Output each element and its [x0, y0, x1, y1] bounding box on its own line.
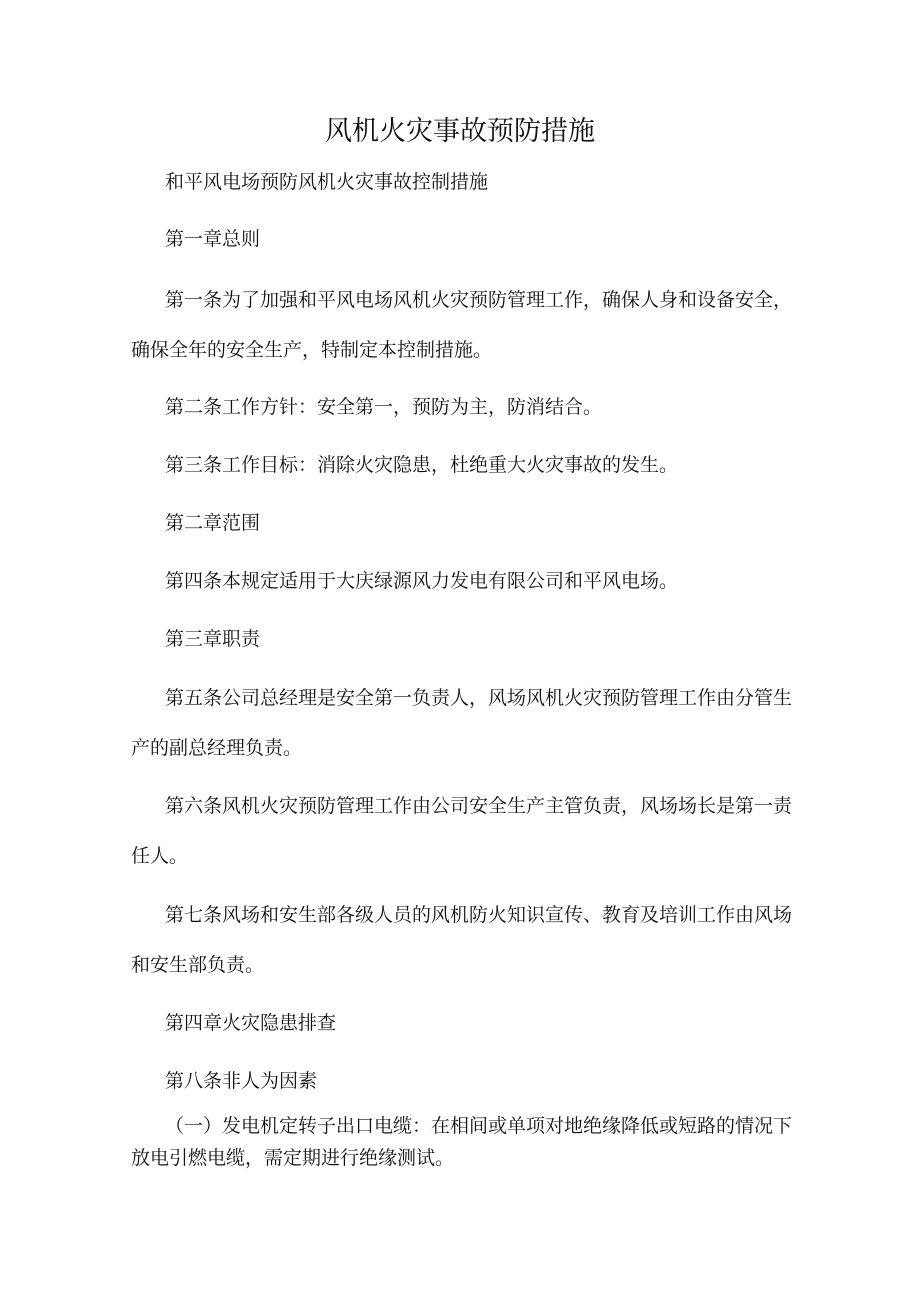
article-paragraph: 第六条风机火灾预防管理工作由公司安全生产主管负责，风场场长是第一责任人。: [131, 795, 793, 867]
document-title: 风机火灾事故预防措施: [325, 116, 595, 147]
chapter-heading: 第二章范围: [165, 512, 261, 534]
article-paragraph: 第四条本规定适用于大庆绿源风力发电有限公司和平风电场。: [165, 570, 679, 592]
article-paragraph: 第三条工作目标：消除火灾隐患，杜绝重大火灾事故的发生。: [165, 454, 679, 476]
article-paragraph: 第五条公司总经理是安全第一负责人，风场风机火灾预防管理工作由分管生产的副总经理负责。: [131, 687, 793, 759]
article-paragraph: 第八条非人为因素: [165, 1070, 318, 1092]
chapter-heading: 第一章总则: [165, 228, 261, 250]
clause-paragraph: （一）发电机定转子出口电缆：在相间或单项对地绝缘降低或短路的情况下放电引燃电缆，需定期进行绝缘测试。: [131, 1115, 793, 1169]
article-paragraph: 第一条为了加强和平风电场风机火灾预防管理工作，确保人身和设备安全，确保全年的安全生产，特制定本控制措施。: [131, 289, 793, 361]
article-paragraph: 第七条风场和安生部各级人员的风机防火知识宣传、教育及培训工作由风场和安生部负责。: [131, 904, 793, 976]
chapter-heading: 第三章职责: [165, 628, 261, 650]
article-paragraph: 第二条工作方针：安全第一，预防为主，防消结合。: [165, 396, 603, 418]
document-subtitle: 和平风电场预防风机火灾事故控制措施: [165, 171, 489, 193]
chapter-heading: 第四章火灾隐患排查: [165, 1012, 337, 1034]
